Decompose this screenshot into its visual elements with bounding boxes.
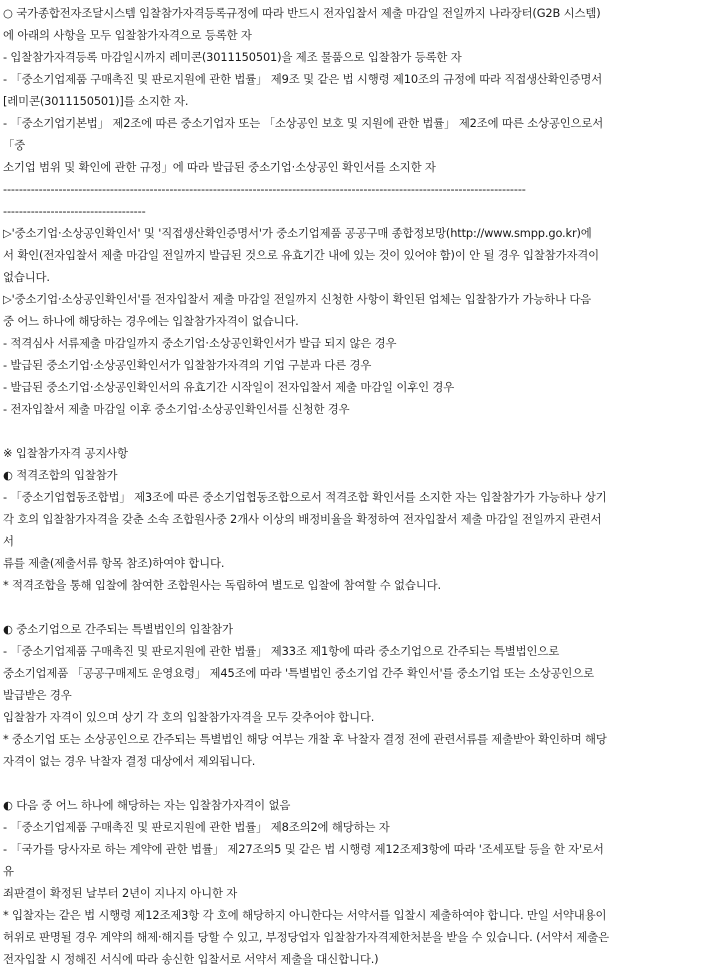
text-line: 자격이 없는 경우 낙찰자 결정 대상에서 제외됩니다. (3, 754, 256, 768)
text-line: 중소기업제품 「공공구매제도 운영요령」 제45조에 따라 '특별법인 중소기업 간주 확인서'를 중소기업 또는 소상공인으로 (3, 666, 594, 680)
text-line: 죄판결이 확정된 날부터 2년이 지나지 아니한 자 (3, 886, 238, 900)
separator-line: ------------------------------------ (3, 204, 146, 218)
text-line: 전자입찰 시 정해진 서식에 따라 송신한 입찰서로 서약서 제출을 대신합니다.) (3, 952, 379, 966)
separator-line: ------------------------------------------------------------------------------------------------------------------------------------ (3, 182, 526, 196)
text-line: 류를 제출(제출서류 항목 참조)하여야 합니다. (3, 556, 225, 570)
text-line: 발급받은 경우 (3, 688, 72, 702)
text-line: ▷'중소기업·소상공인확인서'를 전자입찰서 제출 마감일 전일까지 신청한 사항이 확인된 업체는 입찰참가가 가능하나 다음 (3, 292, 592, 306)
text-line: ▷'중소기업·소상공인확인서' 및 '직접생산확인증명서'가 중소기업제품 공공구매 종합정보망(http://www.smpp.go.kr)에 (3, 226, 592, 240)
text-line: * 입찰자는 같은 법 시행령 제12조제3항 각 호에 해당하지 아니한다는 서약서를 입찰시 제출하여야 합니다. 만일 서약내용이 (3, 908, 607, 922)
text-line: 허위로 판명될 경우 계약의 해제·해지를 당할 수 있고, 부정당업자 입찰참가자격제한처분을 받을 수 있습니다. (서약서 제출은 (3, 930, 609, 944)
text-line: 「중 (3, 138, 26, 152)
text-line: - 전자입찰서 제출 마감일 이후 중소기업·소상공인확인서를 신청한 경우 (3, 402, 350, 416)
text-line: - 적격심사 서류제출 마감일까지 중소기업·소상공인확인서가 발급 되지 않은 경우 (3, 336, 397, 350)
text-line: - 입찰참가자격등록 마감일시까지 레미콘(3011150501)을 제조 물품으로 입찰참가 등록한 자 (3, 50, 462, 64)
text-line: 서 확인(전자입찰서 제출 마감일 전일까지 발급된 것으로 유효기간 내에 있는 것이 있어야 함)이 안 될 경우 입찰참가자격이 (3, 248, 599, 262)
text-line: 없습니다. (3, 270, 50, 284)
text-line: - 「중소기업제품 구매촉진 및 판로지원에 관한 법률」 제33조 제1항에 따라 중소기업으로 간주되는 특별법인으로 (3, 644, 560, 658)
text-line: * 적격조합을 통해 입찰에 참여한 조합원사는 독립하여 별도로 입찰에 참여할 수 없습니다. (3, 578, 441, 592)
text-line: - 「중소기업제품 구매촉진 및 판로지원에 관한 법률」 제9조 및 같은 법 시행령 제10조의 규정에 따라 직접생산확인증명서 (3, 72, 603, 86)
text-line: 입찰참가 자격이 있으며 상기 각 호의 입찰참가자격을 모두 갖추어야 합니다. (3, 710, 375, 724)
text-line: - 「중소기업제품 구매촉진 및 판로지원에 관한 법률」 제8조의2에 해당하는 자 (3, 820, 390, 834)
section-heading: ◐ 적격조합의 입찰참가 (3, 468, 118, 482)
text-line: - 발급된 중소기업·소상공인확인서의 유효기간 시작일이 전자입찰서 제출 마감일 이후인 경우 (3, 380, 455, 394)
text-line: 소기업 범위 및 확인에 관한 규정」에 따라 발급된 중소기업·소상공인 확인서를 소지한 자 (3, 160, 436, 174)
section-heading: ◐ 중소기업으로 간주되는 특별법인의 입찰참가 (3, 622, 233, 636)
text-line: 각 호의 입찰참가자격을 갖춘 소속 조합원사중 2개사 이상의 배정비율을 확정하여 전자입찰서 제출 마감일 전일까지 관련서 (3, 512, 602, 526)
text-line: 서 (3, 534, 14, 548)
text-line: - 「중소기업협동조합법」 제3조에 따른 중소기업협동조합으로서 적격조합 확인서를 소지한 자는 입찰참가가 가능하나 상기 (3, 490, 607, 504)
text-line: - 「국가를 당사자로 하는 계약에 관한 법률」 제27조의5 및 같은 법 시행령 제12조제3항에 따라 '조세포탈 등을 한 자'로서 (3, 842, 604, 856)
text-line: * 중소기업 또는 소상공인으로 간주되는 특별법인 해당 여부는 개찰 후 낙찰자 결정 전에 관련서류를 제출받아 확인하며 해당 (3, 732, 607, 746)
text-line: 중 어느 하나에 해당하는 경우에는 입찰참가자격이 없습니다. (3, 314, 299, 328)
text-line: 유 (3, 864, 14, 878)
section-heading: ◐ 다음 중 어느 하나에 해당하는 자는 입찰참가자격이 없음 (3, 798, 291, 812)
text-line: - 발급된 중소기업·소상공인확인서가 입찰참가자격의 기업 구분과 다른 경우 (3, 358, 372, 372)
text-line: 에 아래의 사항을 모두 입찰참가자격으로 등록한 자 (3, 28, 252, 42)
text-line: ○ 국가종합전자조달시스템 입찰참가자격등록규정에 따라 반드시 전자입찰서 제출 마감일 전일까지 나라장터(G2B 시스템) (3, 6, 601, 20)
section-heading: ※ 입찰참가자격 공지사항 (3, 446, 128, 460)
text-line: - 「중소기업기본법」 제2조에 따른 중소기업자 또는 「소상공인 보호 및 지원에 관한 법률」 제2조에 따른 소상공인으로서 (3, 116, 604, 130)
text-line: [레미콘(3011150501)]를 소지한 자. (3, 94, 189, 108)
